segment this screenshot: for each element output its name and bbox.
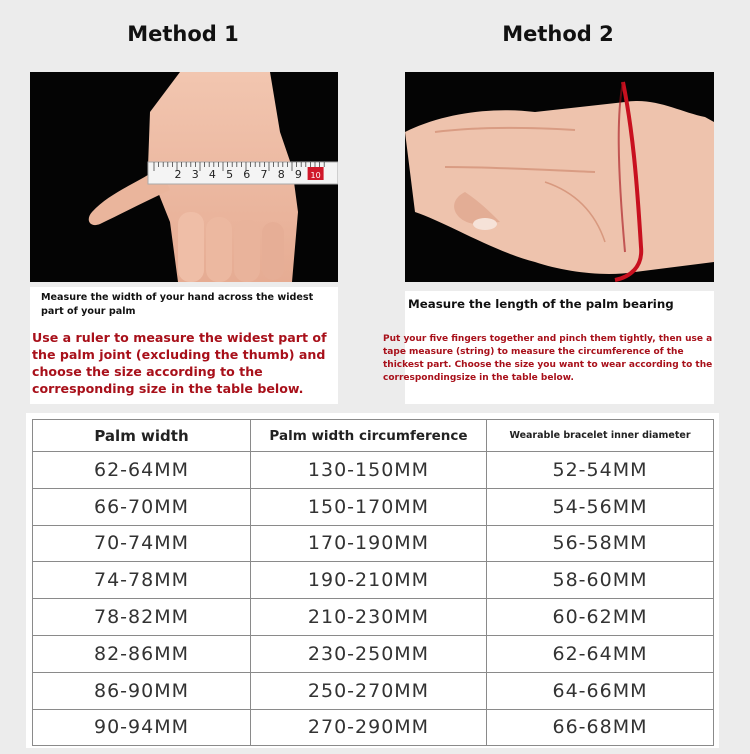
cell-bracelet-diameter: 52-54MM [487,452,714,489]
method2-caption: Measure the length of the palm bearing [408,297,674,311]
ruler-mark-label: 5 [226,168,234,181]
cell-palm-width: 82-86MM [33,635,251,672]
ruler-mark-label: 4 [208,168,216,181]
method2-photo [405,72,714,282]
ruler-mark-label: 8 [277,168,285,181]
table-row [33,672,714,709]
table-row [33,562,714,599]
method1-instruction: Use a ruler to measure the widest part of the palm joint (excluding the thumb) and choose the size according to the corresponding size in the table below. [32,330,327,396]
cell-palm-circumference: 150-170MM [251,488,487,525]
ruler-mark-label: 6 [243,168,251,181]
cell-bracelet-diameter: 64-66MM [487,672,714,709]
table-row [33,488,714,525]
ruler-mark-label: 10 [310,171,321,180]
table-row [33,635,714,672]
method1-caption-box [30,287,338,404]
table-row [33,709,714,746]
method1-title: Method 1 [127,22,239,46]
ruler-mark-label: 3 [191,168,199,181]
method2-caption-box [383,291,714,404]
cell-palm-width: 78-82MM [33,599,251,636]
cell-palm-circumference: 190-210MM [251,562,487,599]
method2-title: Method 2 [502,22,614,46]
hand-string-illustration [405,72,714,282]
cell-bracelet-diameter: 58-60MM [487,562,714,599]
cell-palm-width: 86-90MM [33,672,251,709]
cell-palm-width: 66-70MM [33,488,251,525]
cell-bracelet-diameter: 62-64MM [487,635,714,672]
cell-palm-circumference: 270-290MM [251,709,487,746]
cell-palm-circumference: 170-190MM [251,525,487,562]
size-table [32,419,714,746]
ruler-mark-label: 9 [294,168,302,181]
method2-instruction: Put your five fingers together and pinch them tightly, then use a tape measure (string) to measure the circumference of the thickest part. Choose the size you want to wear according to the correspondingsize in the table below. [383,334,713,383]
cell-bracelet-diameter: 66-68MM [487,709,714,746]
method1-caption: Measure the width of your hand across the widest part of your palm [41,292,314,317]
cell-palm-width: 62-64MM [33,452,251,489]
table-row [33,599,714,636]
cell-palm-width: 90-94MM [33,709,251,746]
cell-bracelet-diameter: 60-62MM [487,599,714,636]
header-bracelet-diameter: Wearable bracelet inner diameter [487,420,714,452]
cell-palm-circumference: 230-250MM [251,635,487,672]
header-palm-width: Palm width [33,420,251,452]
hand-ruler-illustration [30,72,338,282]
cell-bracelet-diameter: 56-58MM [487,525,714,562]
cell-palm-circumference: 210-230MM [251,599,487,636]
cell-bracelet-diameter: 54-56MM [487,488,714,525]
size-table-panel [26,413,719,748]
table-row [33,452,714,489]
method1-photo [30,72,338,282]
header-palm-circumference: Palm width circumference [251,420,487,452]
table-row [33,525,714,562]
ruler-labels [175,167,324,181]
cell-palm-circumference: 250-270MM [251,672,487,709]
ruler-mark-label: 7 [260,168,268,181]
cell-palm-circumference: 130-150MM [251,452,487,489]
ruler-mark-label: 2 [174,168,182,181]
cell-palm-width: 74-78MM [33,562,251,599]
cell-palm-width: 70-74MM [33,525,251,562]
table-header-row [33,420,714,452]
